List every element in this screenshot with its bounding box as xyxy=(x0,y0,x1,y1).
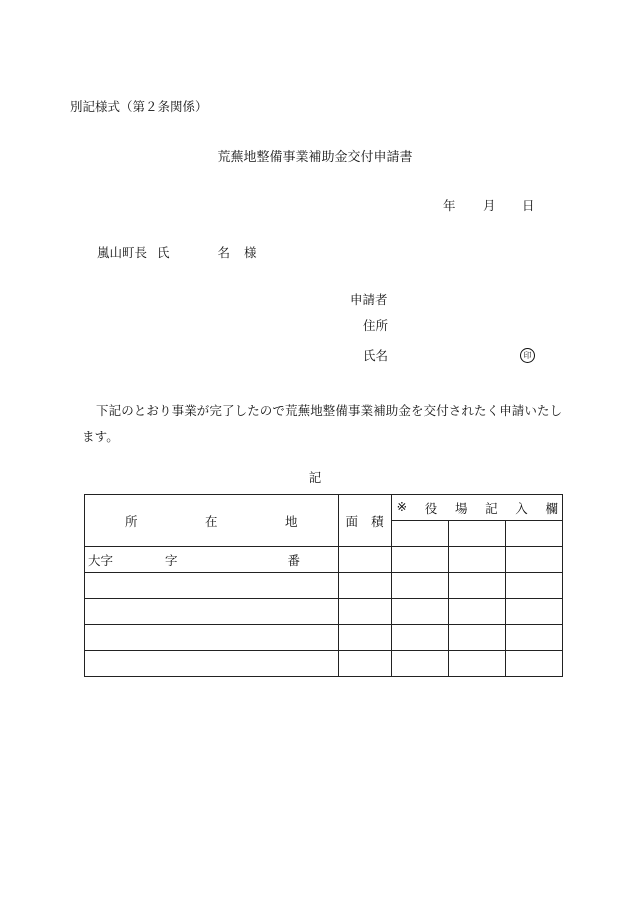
office-cell[interactable] xyxy=(448,651,505,677)
office-cell[interactable] xyxy=(505,573,562,599)
location-cell[interactable] xyxy=(85,651,339,677)
seal-mark: 印 xyxy=(520,348,535,363)
office-cell[interactable] xyxy=(448,573,505,599)
parcel-table xyxy=(84,494,563,677)
location-header: 所 在 地 xyxy=(85,495,339,547)
table-row xyxy=(85,625,563,651)
office-cell[interactable] xyxy=(448,547,505,573)
office-cell[interactable] xyxy=(448,625,505,651)
office-cell[interactable] xyxy=(505,625,562,651)
form-label: 別記様式（第２条関係） xyxy=(70,99,208,114)
office-cell[interactable] xyxy=(505,651,562,677)
area-cell[interactable] xyxy=(338,651,391,677)
location-cell[interactable]: 大字 字 番 xyxy=(85,547,339,573)
office-cell[interactable] xyxy=(391,521,448,547)
table-row xyxy=(85,573,563,599)
ki-label: 記 xyxy=(308,470,322,485)
address-label: 住所 xyxy=(363,318,389,333)
addressee-surname: 氏 xyxy=(157,245,170,260)
office-cell[interactable] xyxy=(448,599,505,625)
office-cell[interactable] xyxy=(505,599,562,625)
office-cell[interactable] xyxy=(391,651,448,677)
applicant-label: 申請者 xyxy=(350,292,388,307)
area-header: 面 積 xyxy=(338,495,391,547)
date-month: 月 xyxy=(483,198,496,213)
document-title: 荒蕪地整備事業補助金交付申請書 xyxy=(217,150,413,165)
date-day: 日 xyxy=(522,198,535,213)
location-cell[interactable] xyxy=(85,625,339,651)
location-cell[interactable] xyxy=(85,599,339,625)
name-label: 氏名 xyxy=(363,348,389,363)
table-header-row xyxy=(85,495,563,521)
table-row xyxy=(85,651,563,677)
area-cell[interactable] xyxy=(338,547,391,573)
body-text: 下記のとおり事業が完了したので荒蕪地整備事業補助金を交付されたく申請いたします。 xyxy=(82,403,563,444)
area-cell[interactable] xyxy=(338,573,391,599)
office-cell[interactable] xyxy=(391,547,448,573)
addressee-name: 名 xyxy=(217,245,231,260)
addressee-office: 嵐山町長 xyxy=(97,245,148,260)
date-year: 年 xyxy=(443,198,456,213)
table-row xyxy=(85,599,563,625)
addressee xyxy=(97,247,257,260)
addressee-honorific: 様 xyxy=(244,245,257,260)
office-cell[interactable] xyxy=(505,547,562,573)
office-use-header: ※ 役 場 記 入 欄 xyxy=(391,495,562,521)
office-cell[interactable] xyxy=(391,625,448,651)
location-cell[interactable] xyxy=(85,573,339,599)
table-row xyxy=(85,547,563,573)
office-cell[interactable] xyxy=(391,573,448,599)
area-cell[interactable] xyxy=(338,599,391,625)
office-cell[interactable] xyxy=(505,521,562,547)
office-cell[interactable] xyxy=(448,521,505,547)
office-cell[interactable] xyxy=(391,599,448,625)
area-cell[interactable] xyxy=(338,625,391,651)
